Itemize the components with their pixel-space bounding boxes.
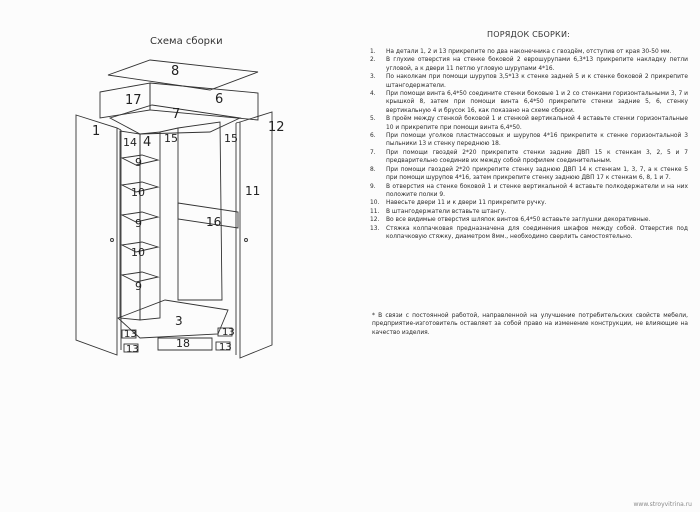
label-12: 12 <box>268 120 285 135</box>
part-8-top-lid <box>108 60 258 90</box>
label-9-c: 9 <box>135 280 142 293</box>
assembly-step <box>370 225 688 242</box>
step-number: 13. <box>370 225 380 232</box>
label-3: 3 <box>175 314 183 328</box>
label-14: 14 <box>123 136 137 149</box>
part-15-back-panel <box>178 122 222 300</box>
step-number: 1. <box>370 49 376 55</box>
step-number: 2. <box>370 57 376 64</box>
wardrobe-diagram <box>70 55 300 365</box>
step-text: При помощи гвоздей 2*20 прикрепите стенки задние ДВП 15 к стенкам 3, 2, 5 и 7 предварительно соединив их между собой профилем соединительным. <box>386 149 688 165</box>
step-number: 11. <box>370 208 380 215</box>
label-10: 10 <box>131 186 145 199</box>
assembly-step <box>370 132 688 149</box>
part-1-left-door <box>76 115 117 355</box>
step-text: При помощи уголков пластмассовых и шурупов 4*16 прикрепите к стенке горизонтальной 3 пыльники 13 и стенку переднюю 18. <box>386 133 688 148</box>
step-text: Навесьте двери 11 и к двери 11 прикрепите ручку. <box>386 200 547 207</box>
label-15-right: 15 <box>224 132 238 145</box>
label-17: 17 <box>125 93 142 108</box>
part-6-back-panel <box>150 83 258 120</box>
step-text: По наколкам при помощи шурупов 3,5*13 к стенке задней 5 и к стенке боковой 2 прикрепите штангодержатели. <box>386 74 688 89</box>
part-11-right-door <box>240 112 272 358</box>
assembly-step <box>370 183 688 200</box>
step-text: В отверстия на стенке боковой 1 и стенке вертикальной 4 вставьте полкодержатели и на них положите полки 9. <box>386 183 688 198</box>
assembly-step <box>370 115 688 132</box>
label-13-c: 13 <box>222 327 235 338</box>
label-6: 6 <box>215 92 224 107</box>
step-number: 8. <box>370 166 376 173</box>
step-number: 7. <box>370 149 376 156</box>
assembly-step <box>370 90 688 115</box>
label-9-b: 9 <box>135 217 142 230</box>
label-16: 16 <box>206 215 222 229</box>
step-number: 3. <box>370 74 376 81</box>
step-number: 10. <box>370 200 380 207</box>
step-number: 5. <box>370 116 376 123</box>
label-8: 8 <box>171 64 180 79</box>
assembly-step <box>370 199 688 207</box>
step-number: 9. <box>370 183 376 190</box>
assembly-step <box>370 73 688 90</box>
diagram-title: Схема сборки <box>150 36 223 47</box>
step-text: Стяжка колпачковая предназначена для соединения шкафов между собой. Отверстия под колпачковую стяжку, диаметром 8мм., необходимо сверлить самостоятельно. <box>386 225 688 240</box>
assembly-step <box>370 149 688 166</box>
label-15: 15 <box>164 132 178 145</box>
step-text: Во все видимые отверстия шляпок винтов 6,4*50 вставьте заглушки декоративные. <box>386 217 651 224</box>
label-11: 11 <box>245 184 261 198</box>
instructions-title: ПОРЯДОК СБОРКИ: <box>487 30 571 39</box>
manufacturer-note: * В связи с постоянной работой, направленной на улучшение потребительских свойств мебели, предприятие-изготовитель оставляет за собой право на изменение конструкции, не влияющие на качество изделия. <box>372 313 688 336</box>
step-text: При помощи винта 6,4*50 соедините стенки боковые 1 и 2 со стенками горизонтальными 3, 7 и крышкой 8, затем при помощи винта 6,4*50 прикрепите стенки задние 5, 6, стенку вертикальную 4 и брусок 16, как показано на схеме сборки. <box>386 91 688 114</box>
label-9: 9 <box>135 156 142 169</box>
step-text: В штангодержатели вставьте штангу. <box>386 208 507 215</box>
assembly-step <box>370 48 688 56</box>
label-13-d: 13 <box>219 342 232 353</box>
label-18: 18 <box>176 337 190 350</box>
label-13-b: 13 <box>126 344 139 355</box>
label-7: 7 <box>172 107 181 122</box>
step-number: 4. <box>370 91 376 98</box>
label-4: 4 <box>143 135 152 150</box>
step-text: При помощи гвоздей 2*20 прикрепите стенку заднюю ДВП 14 к стенкам 1, 3, 7, а к стенке 5 при помощи шурупов 4*16, затем прикрепите стенку заднюю ДВП 17 к стенкам 6, 8, 1 и 7. <box>386 166 688 182</box>
assembly-step <box>370 166 688 183</box>
step-text: На детали 1, 2 и 13 прикрепите по два наконечника с гвоздём, отступив от края 30-50 мм. <box>386 49 672 55</box>
step-text: В проём между стенкой боковой 1 и стенкой вертикальной 4 вставьте стенки горизонтальные 10 и прикрепите при помощи винта 6,4*50. <box>386 116 688 131</box>
label-13-a: 13 <box>124 329 137 340</box>
step-number: 12. <box>370 217 380 224</box>
watermark: www.stroyvitrina.ru <box>633 501 692 508</box>
assembly-step <box>370 216 688 224</box>
label-1: 1 <box>92 124 101 139</box>
assembly-step <box>370 56 688 73</box>
step-text: В глухие отверстия на стенке боковой 2 еврошурупами 6,3*13 прикрепите накладку петли угловой, а к двери 11 петлю угловую шурупами 4*16. <box>386 57 688 72</box>
assembly-steps-list <box>370 48 688 241</box>
step-number: 6. <box>370 133 376 140</box>
label-10-b: 10 <box>131 246 145 259</box>
assembly-step <box>370 208 688 216</box>
